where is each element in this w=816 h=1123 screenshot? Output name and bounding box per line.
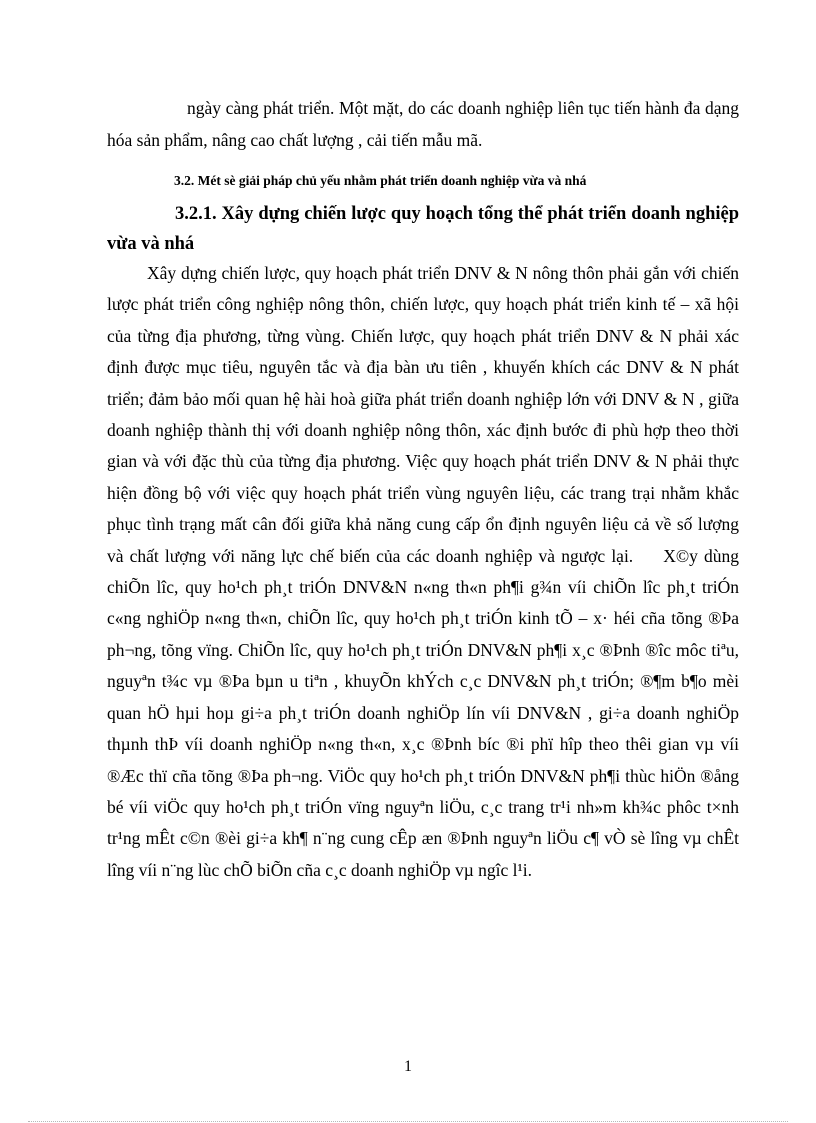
intro-paragraph: ngày càng phát triển. Một mặt, do các doanh nghiệp liên tục tiến hành đa dạng hóa sản phẩm, nâng cao chất lượng , cải tiến mẫu mã. [107,98,739,150]
page-number: 1 [404,1058,412,1075]
body-paragraph-text: Xây dựng chiến lược, quy hoạch phát triển DNV & N nông thôn phải gắn với chiến lược phát triển công nghiệp nông thôn, chiến lược, quy hoạch phát triển kinh tế – xã hội của từng địa phương, từng vùng. Chiến lược, quy hoạch phát triển DNV & N phải xác định được mục tiêu, nguyên tắc và địa bàn ưu tiên , khuyến khích các DNV & N phát triển; đảm bảo mối quan hệ hài hoà giữa phát triển doanh nghiệp lớn với DNV & N , giữa doanh nghiệp thành thị với doanh nghiệp nông thôn, xác định bước đi phù hợp theo thời gian và với đặc thù của từng địa phương. Việc quy hoạch phát triển DNV & N phải thực hiện đồng bộ với việc quy hoạch phát triển vùng nguyên liệu, các trang trại nhằm khắc phục tình trạng mất cân đối giữa khả năng cung cấp ổn định nguyên liệu cả về số lượng và chất lượng với năng lực chế biến của các doanh nghiệp và ngược lại. [107,263,739,566]
body-paragraph [107,258,739,886]
section-heading: 3.2. Mét sè giải pháp chủ yếu nhằm phát triển doanh nghiệp vừa và nhá [174,173,587,188]
subsection-heading: 3.2.1. Xây dựng chiến lược quy hoạch tổng thể phát triển doanh nghiệp vừa và nhá [107,204,739,254]
garbled-encoding-text: X©y dùng chiÕn lîc, quy ho¹ch ph¸t triÓn DNV&N n«ng th«n ph¶i g¾n víi chiÕn lîc ph¸t triÓn c«ng nghiÖp n«ng th«n, chiÕn lîc, quy ho¹ch ph¸t triÓn kinh tÕ – x· héi cña tõng ®Þa ph¬ng, tõng vïng. ChiÕn lîc, quy ho¹ch ph¸t triÓn DNV&N ph¶i x¸c ®Þnh ®îc môc tiªu, nguyªn t¾c vµ ®Þa bµn u tiªn , khuyÕn khÝch c¸c DNV&N ph¸t triÓn; ®¶m b¶o mèi quan hÖ hµi hoµ gi÷a ph¸t triÓn doanh nghiÖp lín víi DNV&N , gi÷a doanh nghiÖp thµnh thÞ víi doanh nghiÖp n«ng th«n, x¸c ®Þnh bíc ®i phï hîp theo thêi gian vµ víi ®Æc thï cña tõng ®Þa ph¬ng. ViÖc quy ho¹ch ph¸t triÓn DNV&N ph¶i thùc hiÖn ®ång bé víi viÖc quy ho¹ch ph¸t triÓn vïng nguyªn liÖu, c¸c trang tr¹i nh»m kh¾c phôc t×nh tr¹ng mÊt c©n ®èi gi÷a kh¶ n¨ng cung cÊp æn ®Þnh nguyªn liÖu c¶ vÒ sè lîng vµ chÊt lîng víi n¨ng lùc chÕ biÕn cña c¸c doanh nghiÖp vµ ngîc l¹i. [107,545,739,880]
page-bottom-divider [28,1121,788,1122]
